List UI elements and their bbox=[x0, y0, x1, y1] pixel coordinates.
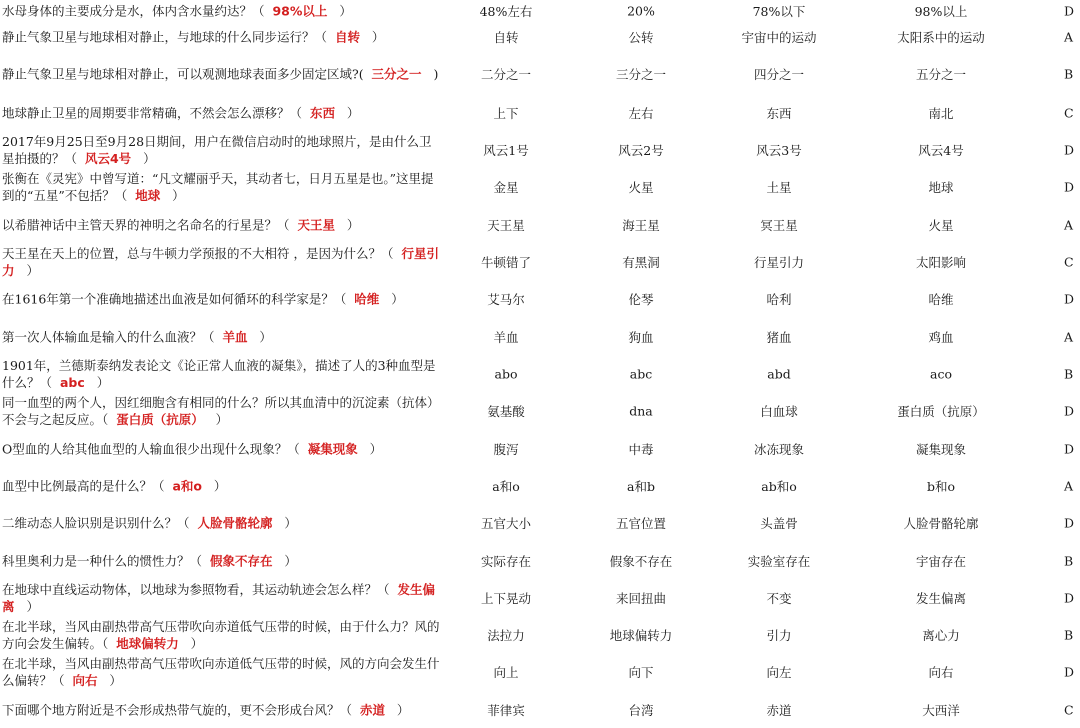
question-close: ） bbox=[213, 478, 227, 493]
question-text bbox=[2, 133, 440, 167]
answer-highlight: 地球 bbox=[135, 187, 161, 203]
option-d: 五分之一 bbox=[915, 66, 967, 82]
question-text bbox=[2, 514, 440, 531]
option-c: 宇宙中的运动 bbox=[741, 29, 817, 45]
option-d: 哈维 bbox=[928, 291, 954, 307]
option-b: 公转 bbox=[628, 29, 654, 45]
question-stem: 同一血型的两个人，因红细胞含有相同的什么？所以其血清中的沉淀素（抗体）不会与之起反应。（ bbox=[2, 394, 440, 427]
question-text bbox=[2, 655, 440, 689]
option-c: 向左 bbox=[766, 664, 792, 680]
question-text bbox=[2, 701, 440, 718]
answer-highlight: 发生偏离 bbox=[2, 581, 435, 614]
option-b: 海王星 bbox=[622, 217, 660, 233]
table-row bbox=[0, 430, 1080, 467]
option-c: abd bbox=[767, 366, 791, 381]
option-b: abc bbox=[629, 366, 653, 381]
answer-key: A bbox=[1064, 29, 1074, 44]
option-a: 天王星 bbox=[487, 217, 525, 233]
answer-key: A bbox=[1064, 217, 1074, 232]
question-text bbox=[2, 290, 440, 307]
question-close: ） bbox=[371, 29, 385, 44]
option-a: abo bbox=[494, 366, 518, 381]
answer-key: D bbox=[1064, 515, 1075, 530]
question-close: ） bbox=[339, 3, 352, 18]
option-a: 五官大小 bbox=[480, 515, 532, 531]
option-c: 风云3号 bbox=[756, 142, 802, 158]
option-a: 上下 bbox=[493, 105, 519, 121]
answer-highlight: 羊血 bbox=[222, 329, 248, 344]
table-row bbox=[0, 55, 1080, 92]
question-stem: 下面哪个地方附近是不会形成热带气旋的，更不会形成台风？（ bbox=[2, 702, 353, 717]
question-close: ） bbox=[346, 105, 360, 120]
table-row bbox=[0, 206, 1080, 243]
answer-highlight: 行星引力 bbox=[2, 245, 439, 278]
option-b: 左右 bbox=[628, 105, 654, 121]
answer-key: C bbox=[1064, 254, 1074, 269]
table-row bbox=[0, 18, 1080, 55]
answer-key: B bbox=[1064, 627, 1074, 642]
table-row bbox=[0, 318, 1080, 355]
option-b: 伦琴 bbox=[628, 291, 654, 307]
table-row bbox=[0, 392, 1080, 429]
question-close: ） bbox=[190, 635, 204, 651]
table-row bbox=[0, 653, 1080, 690]
question-text bbox=[2, 65, 440, 82]
option-a: 氨基酸 bbox=[487, 403, 525, 419]
question-stem: 1901年，兰德斯泰纳发表论文《论正常人血液的凝集》，描述了人的3种血型是什么？（ bbox=[2, 357, 436, 390]
option-d: 98%以上 bbox=[914, 3, 968, 19]
answer-key: D bbox=[1064, 142, 1075, 157]
question-close: ) bbox=[433, 66, 439, 81]
question-stem: 静止气象卫星与地球相对静止，与地球的什么同步运行？（ bbox=[2, 29, 328, 44]
question-stem: 水母身体的主要成分是水，体内含水量约达？（ bbox=[2, 3, 265, 18]
answer-highlight: 假象不存在 bbox=[209, 553, 273, 568]
option-c: 冰冻现象 bbox=[753, 441, 805, 457]
answer-key: D bbox=[1064, 441, 1075, 456]
answer-highlight: 风云4号 bbox=[84, 150, 132, 166]
question-text bbox=[2, 440, 440, 457]
option-c: 猪血 bbox=[766, 329, 792, 345]
question-stem: 张衡在《灵宪》中曾写道：“凡文耀丽乎天，其动者七，日月五星是也。”这里提到的“五星”不包括？（ bbox=[2, 170, 434, 203]
table-row bbox=[0, 131, 1080, 168]
answer-key: B bbox=[1064, 366, 1074, 381]
answer-key: A bbox=[1064, 478, 1074, 493]
question-stem: 科里奥利力是一种什么的惯性力？（ bbox=[2, 553, 203, 568]
option-b: dna bbox=[629, 403, 653, 418]
table-row bbox=[0, 355, 1080, 392]
question-close: ） bbox=[391, 291, 404, 306]
answer-highlight: 自转 bbox=[334, 29, 360, 44]
option-c: 白血球 bbox=[760, 403, 798, 419]
option-b: 台湾 bbox=[628, 702, 654, 718]
question-text bbox=[2, 477, 440, 494]
option-a: 腹泻 bbox=[493, 441, 519, 457]
option-b: 三分之一 bbox=[615, 66, 667, 82]
question-text bbox=[2, 618, 440, 652]
option-c: 冥王星 bbox=[760, 217, 798, 233]
option-d: 宇宙存在 bbox=[915, 553, 967, 569]
option-c: 四分之一 bbox=[753, 66, 805, 82]
question-stem: 二维动态人脸识别是识别什么？（ bbox=[2, 515, 190, 530]
option-d: 发生偏离 bbox=[915, 590, 967, 606]
answer-key: D bbox=[1064, 590, 1075, 605]
option-d: b和o bbox=[926, 478, 956, 494]
option-a: 48%左右 bbox=[479, 3, 533, 19]
answer-key: B bbox=[1064, 553, 1074, 568]
answer-highlight: 赤道 bbox=[359, 702, 385, 717]
option-c: 头盖骨 bbox=[760, 515, 798, 531]
option-b: 地球偏转力 bbox=[609, 627, 673, 643]
table-row bbox=[0, 579, 1080, 616]
option-b: 假象不存在 bbox=[609, 553, 673, 569]
option-d: 大西洋 bbox=[922, 702, 960, 718]
option-a: 艾马尔 bbox=[487, 291, 525, 307]
question-stem: 在北半球，当风由副热带高气压带吹向赤道低气压带的时候，风的方向会发生什么偏转？（ bbox=[2, 655, 440, 688]
question-close: ） bbox=[284, 553, 297, 568]
question-close: ） bbox=[259, 329, 272, 344]
option-a: 风云1号 bbox=[483, 142, 529, 158]
option-b: 有黑洞 bbox=[622, 254, 660, 270]
option-b: 五官位置 bbox=[615, 515, 667, 531]
option-b: a和b bbox=[627, 478, 655, 494]
question-text bbox=[2, 357, 440, 391]
question-close: ） bbox=[143, 150, 156, 166]
answer-highlight: 凝集现象 bbox=[307, 441, 358, 456]
question-text bbox=[2, 28, 440, 45]
question-close: ） bbox=[369, 441, 383, 456]
question-stem: 以希腊神话中主管天界的神明之名命名的行星是？（ bbox=[2, 217, 290, 232]
table-row bbox=[0, 168, 1080, 205]
option-a: 菲律宾 bbox=[487, 702, 525, 718]
option-d: 向右 bbox=[928, 664, 954, 680]
option-c: 赤道 bbox=[766, 702, 792, 718]
question-stem: 天王星在天上的位置，总与牛顿力学预报的不大相符 ，是因为什么？（ bbox=[2, 245, 394, 261]
option-a: 向上 bbox=[493, 664, 519, 680]
option-b: 狗血 bbox=[628, 329, 654, 345]
option-b: 中毒 bbox=[628, 441, 654, 457]
option-c: ab和o bbox=[761, 478, 797, 494]
option-d: 火星 bbox=[928, 217, 954, 233]
question-close: ） bbox=[96, 374, 110, 390]
table-row bbox=[0, 280, 1080, 317]
option-b: 向下 bbox=[628, 664, 654, 680]
option-d: 太阳影响 bbox=[915, 254, 967, 270]
table-row bbox=[0, 616, 1080, 653]
option-c: 哈利 bbox=[766, 291, 792, 307]
option-a: 金星 bbox=[493, 179, 519, 195]
answer-highlight: 哈维 bbox=[354, 291, 380, 306]
answer-highlight: 天王星 bbox=[297, 217, 335, 232]
question-stem: 地球静止卫星的周期要非常精确，不然会怎么漂移？（ bbox=[2, 105, 303, 120]
answer-key: B bbox=[1064, 66, 1074, 81]
answer-highlight: abc bbox=[59, 374, 85, 390]
answer-highlight: 地球偏转力 bbox=[116, 635, 179, 651]
answer-highlight: a和o bbox=[172, 478, 202, 493]
table-row bbox=[0, 94, 1080, 131]
option-a: 自转 bbox=[493, 29, 519, 45]
table-row bbox=[0, 467, 1080, 504]
question-text bbox=[2, 170, 440, 204]
option-d: 南北 bbox=[928, 105, 954, 121]
question-stem: 在地球中直线运动物体，以地球为参照物看，其运动轨迹会怎么样？（ bbox=[2, 581, 390, 597]
option-a: a和o bbox=[492, 478, 520, 494]
option-d: 蛋白质（抗原） bbox=[897, 403, 985, 419]
option-d: 鸡血 bbox=[928, 329, 954, 345]
question-stem: 2017年9月25日至9月28日期间，用户在微信启动时的地球照片，是由什么卫星拍摄的？（ bbox=[2, 133, 432, 166]
answer-highlight: 东西 bbox=[309, 105, 335, 120]
question-close: ） bbox=[109, 672, 122, 688]
question-close: ） bbox=[26, 598, 39, 614]
option-d: 离心力 bbox=[922, 627, 960, 643]
option-c: 不变 bbox=[766, 590, 792, 606]
option-a: 实际存在 bbox=[480, 553, 532, 569]
option-a: 上下晃动 bbox=[480, 590, 532, 606]
question-close: ） bbox=[396, 702, 410, 717]
option-d: 太阳系中的运动 bbox=[897, 29, 985, 45]
answer-key: D bbox=[1064, 179, 1075, 194]
question-text bbox=[2, 245, 440, 279]
option-d: 凝集现象 bbox=[915, 441, 967, 457]
option-d: aco bbox=[930, 366, 952, 381]
answer-key: D bbox=[1064, 403, 1075, 418]
option-c: 实验室存在 bbox=[747, 553, 811, 569]
option-d: 风云4号 bbox=[918, 142, 964, 158]
question-close: ） bbox=[26, 262, 39, 278]
option-b: 火星 bbox=[628, 179, 654, 195]
option-b: 来回扭曲 bbox=[615, 590, 667, 606]
question-text bbox=[2, 581, 440, 615]
answer-highlight: 向右 bbox=[72, 672, 98, 688]
table-row bbox=[0, 691, 1080, 728]
table-row bbox=[0, 243, 1080, 280]
option-a: 牛顿错了 bbox=[480, 254, 532, 270]
option-c: 行星引力 bbox=[753, 254, 805, 270]
option-d: 人脸骨骼轮廓 bbox=[903, 515, 979, 531]
option-d: 地球 bbox=[928, 179, 954, 195]
question-stem: 在1616年第一个准确地描述出血液是如何循环的科学家是？（ bbox=[2, 291, 347, 306]
answer-key: D bbox=[1064, 664, 1075, 679]
answer-highlight: 蛋白质（抗原） bbox=[116, 411, 204, 427]
answer-key: A bbox=[1064, 329, 1074, 344]
answer-key: C bbox=[1064, 702, 1074, 717]
question-close: ） bbox=[172, 187, 185, 203]
table-row bbox=[0, 504, 1080, 541]
answer-highlight: 98%以上 bbox=[272, 3, 328, 18]
option-c: 土星 bbox=[766, 179, 792, 195]
question-text bbox=[2, 104, 440, 121]
question-stem: 静止气象卫星与地球相对静止，可以观测地球表面多少固定区域?( bbox=[2, 66, 364, 81]
option-b: 20% bbox=[627, 3, 655, 18]
question-close: ） bbox=[215, 411, 229, 427]
question-close: ） bbox=[346, 217, 360, 232]
option-c: 78%以下 bbox=[752, 3, 806, 19]
question-stem: 血型中比例最高的是什么？（ bbox=[2, 478, 165, 493]
answer-key: D bbox=[1064, 291, 1075, 306]
option-c: 引力 bbox=[766, 627, 792, 643]
question-text bbox=[2, 2, 440, 19]
option-a: 二分之一 bbox=[480, 66, 532, 82]
question-close: ） bbox=[284, 515, 297, 530]
question-stem: O型血的人给其他血型的人输血很少出现什么现象？（ bbox=[2, 441, 300, 456]
option-a: 羊血 bbox=[493, 329, 519, 345]
question-stem: 第一次人体输血是输入的什么血液？（ bbox=[2, 329, 215, 344]
answer-key: C bbox=[1064, 105, 1074, 120]
option-c: 东西 bbox=[766, 105, 792, 121]
question-stem: 在北半球，当风由副热带高气压带吹向赤道低气压带的时候，由于什么力？风的方向会发生偏转。（ bbox=[2, 618, 440, 651]
answer-highlight: 三分之一 bbox=[371, 66, 422, 81]
answer-highlight: 人脸骨骼轮廓 bbox=[197, 515, 273, 530]
answer-key: D bbox=[1064, 3, 1075, 18]
question-text bbox=[2, 216, 440, 233]
option-b: 风云2号 bbox=[618, 142, 664, 158]
question-text bbox=[2, 552, 440, 569]
question-text bbox=[2, 328, 440, 345]
table-row bbox=[0, 542, 1080, 579]
question-text bbox=[2, 394, 440, 428]
option-a: 法拉力 bbox=[487, 627, 525, 643]
